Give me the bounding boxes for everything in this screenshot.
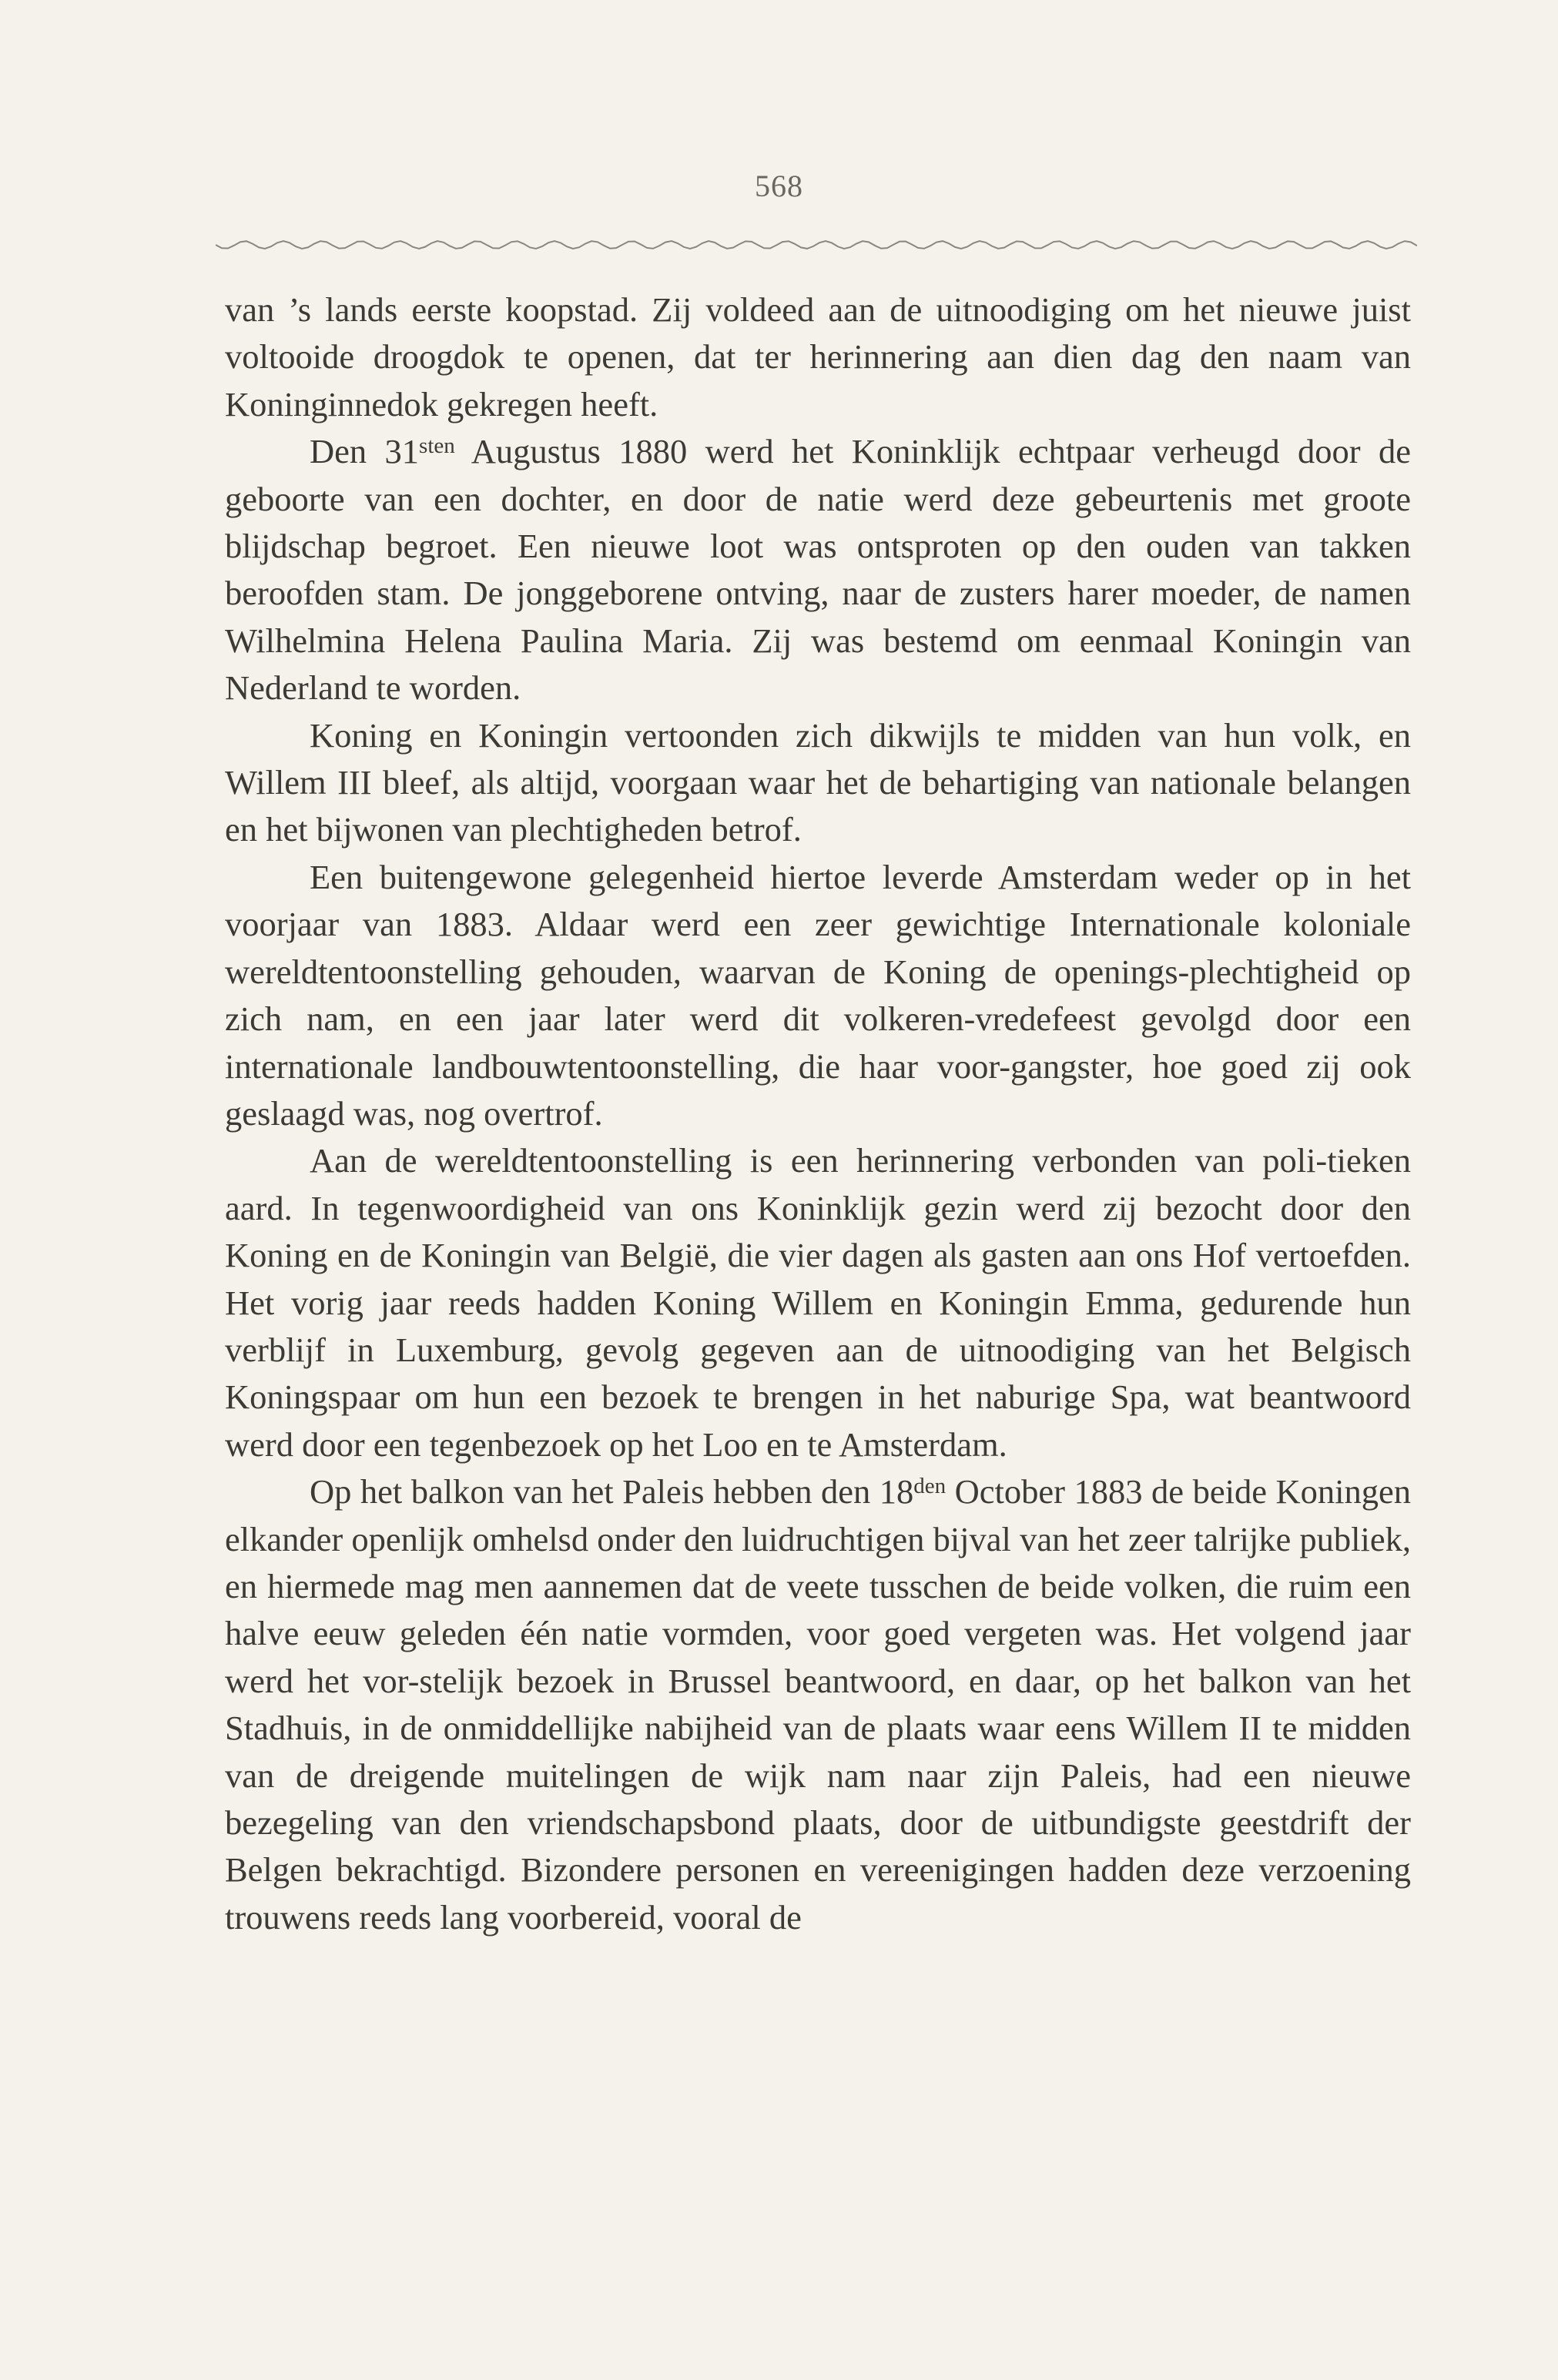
- paragraph-2-rest: Augustus 1880 werd het Koninklijk echtpaar verheugd door de geboorte van een dochter, en door de natie werd deze gebeurtenis met groote blijdschap begroet. Een nieuwe loot was ontsproten op den ouden van takken beroofden stam. De jonggeborene ontving, naar de zusters harer moeder, de namen Wilhelmina Helena Paulina Maria. Zij was bestemd om eenmaal Koningin van Nederland te worden.: [225, 432, 1412, 708]
- paragraph-6: [225, 1468, 1411, 1941]
- wavy-rule-divider: [216, 236, 1417, 254]
- page-number: 568: [755, 169, 803, 203]
- body-text: [225, 286, 1411, 1941]
- paragraph-4: Een buitengewone gelegenheid hiertoe leverde Amsterdam weder op in het voorjaar van 1883. Aldaar werd een zeer gewichtige Internationale koloniale wereldtentoonstelling gehouden, waarvan de Koning de openings-plechtigheid op zich nam, en een jaar later werd dit volkeren-vredefeest gevolgd door een internationale landbouwtentoonstelling, die haar voor-gangster, hoe goed zij ook geslaagd was, nog overtrof.: [225, 857, 1411, 1133]
- paragraph-6-start: Op het balkon van het Paleis hebben den 18: [310, 1472, 914, 1511]
- paragraph-6-rest: October 1883 de beide Koningen elkander openlijk omhelsd onder den luidruchtigen bijval van het zeer talrijke publiek, en hiermede mag men aannemen dat de veete tusschen de beide volken, die ruim een halve eeuw geleden één natie vormden, voor goed vergeten was. Het volgend jaar werd het vor-stelijk bezoek in Brussel beantwoord, en daar, op het balkon van het Stadhuis, in de onmiddellijke nabijheid van de plaats waar eens Willem II te midden van de dreigende muitelingen de wijk nam naar zijn Paleis, had een nieuwe bezegeling van den vriendschapsbond plaats, door de uitbundigste geestdrift der Belgen bekrachtigd. Bizondere personen en vereenigingen hadden deze verzoening trouwens reeds lang voorbereid, vooral de: [225, 1472, 1411, 1936]
- paragraph-3: Koning en Koningin vertoonden zich dikwijls te midden van hun volk, en Willem III bleef, als altijd, voorgaan waar het de behartiging van nationale belangen en het bijwonen van plechtigheden betrof.: [225, 715, 1411, 849]
- paragraph-5: Aan de wereldtentoonstelling is een herinnering verbonden van poli-tieken aard. In tegenwoordigheid van ons Koninklijk gezin werd zij bezocht door den Koning en de Koningin van België, die vier dagen als gasten aan ons Hof vertoefden. Het vorig jaar reeds hadden Koning Willem en Koningin Emma, gedurende hun verblijf in Luxemburg, gevolg gegeven aan de uitnoodiging van het Belgisch Koningspaar om hun een bezoek te brengen in het naburige Spa, wat beantwoord werd door een tegenbezoek op het Loo en te Amsterdam.: [225, 1141, 1411, 1464]
- paragraph-1: van ’s lands eerste koopstad. Zij voldeed aan de uitnoodiging om het nieuwe juist voltooide droogdok te openen, dat ter herinnering aan dien dag den naam van Koninginnedok gekregen heeft.: [225, 290, 1411, 423]
- paragraph-2-start: Den 31: [310, 432, 420, 471]
- paragraph-6-superscript: den: [913, 1474, 947, 1499]
- paragraph-2: [225, 428, 1411, 711]
- paragraph-2-superscript: sten: [419, 433, 455, 459]
